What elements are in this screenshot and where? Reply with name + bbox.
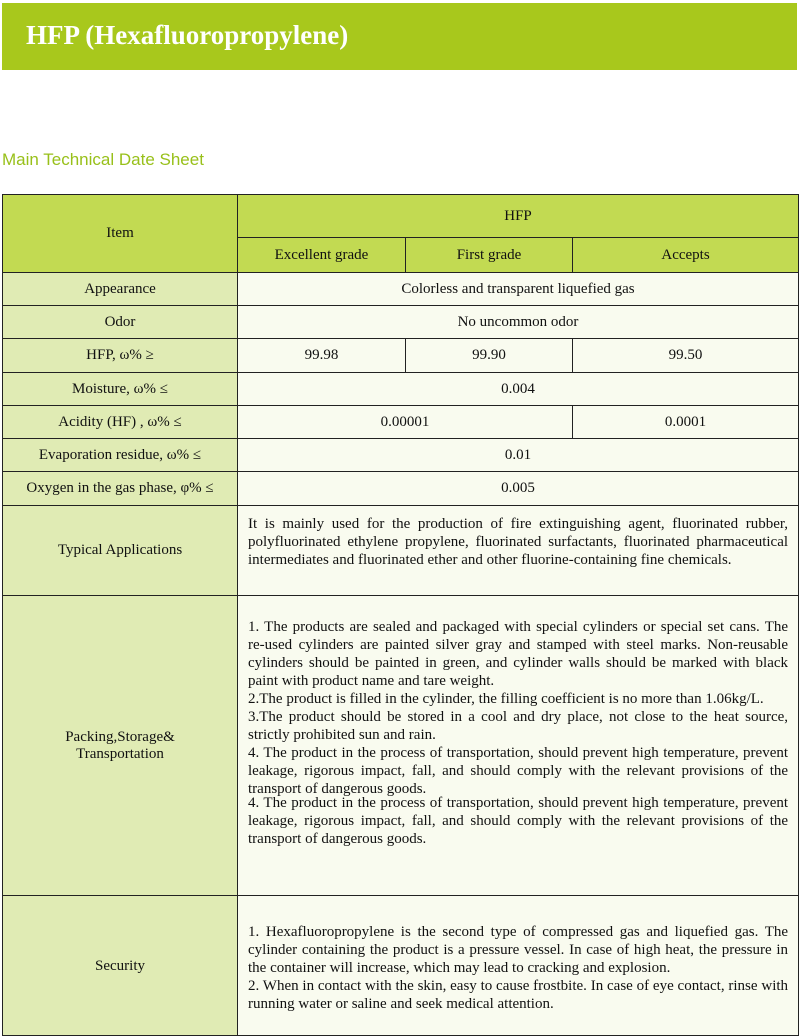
row-label: Packing,Storage& Transportation [3,596,238,896]
table-row [3,472,799,506]
row-value: 99.90 [406,339,573,373]
packing-paragraph: 3.The product should be stored in a cool and dry place, not close to the heat source, strictly prohibited sun and rain. [248,709,789,743]
table-row [3,596,799,896]
row-value: 0.004 [238,373,799,406]
table-row [3,273,799,306]
row-value: 0.01 [238,439,799,472]
row-label: Moisture, ω% ≤ [3,373,238,406]
row-value: 99.50 [573,339,799,373]
row-value: 0.005 [238,472,799,506]
row-label: Acidity (HF) , ω% ≤ [3,406,238,439]
row-value: No uncommon odor [238,306,799,339]
technical-data-table [2,194,799,1036]
item-header: Item [3,195,238,273]
row-label: Oxygen in the gas phase, φ% ≤ [3,472,238,506]
packing-paragraph: 2.The product is filled in the cylinder, the filling coefficient is no more than 1.06kg/L. [248,691,764,707]
row-label: Odor [3,306,238,339]
section-subtitle: Main Technical Date Sheet [2,150,204,169]
packing-paragraph: 4. The product in the process of transportation, should prevent high temperature, prevent leakage, rigorous impact, fall, and should comply with the relevant provisions of the transport of dangerous goods. [248,795,789,847]
table-row [3,896,799,1036]
row-label: HFP, ω% ≥ [3,339,238,373]
grade-header: Accepts [573,238,799,273]
row-value: 0.0001 [573,406,799,439]
security-paragraph: 1. Hexafluoropropylene is the second type of compressed gas and liquefied gas. The cylinder containing the product is a pressure vessel. In case of high heat, the pressure in the container will increase, which may lead to cracking and explosion. [248,924,789,976]
row-value [238,896,799,1036]
page-title: HFP (Hexafluoropropylene) [26,20,349,50]
table-row [3,339,799,373]
title-banner [2,3,797,70]
row-value: Colorless and transparent liquefied gas [238,273,799,306]
grade-header: First grade [406,238,573,273]
security-paragraph: 2. When in contact with the skin, easy to cause frostbite. In case of eye contact, rinse with running water or saline and seek medical attention. [248,978,789,1012]
table-row [3,406,799,439]
row-value: 0.00001 [238,406,573,439]
row-label: Security [3,896,238,1036]
applications-text: It is mainly used for the production of fire extinguishing agent, fluorinated rubber, polyfluorinated ethylene propylene, fluorinated surfactants, fluorinated pharmaceutical intermediates and fluorinated ether and other fluorine-containing fine chemicals. [248,516,789,568]
table-row [3,373,799,406]
table-row [3,306,799,339]
row-value: 99.98 [238,339,406,373]
row-label: Typical Applications [3,506,238,596]
packing-paragraph-clipped: 4. The product in the process of transportation, should prevent high temperature, prevent leakage, rigorous impact, fall, and should comply with the relevant provisions of the transport of dangerous goods. [248,745,789,797]
table-row [3,439,799,472]
row-label: Appearance [3,273,238,306]
table-row [3,506,799,596]
row-value [238,506,799,596]
grade-header: Excellent grade [238,238,406,273]
product-header: HFP [238,195,799,238]
row-label: Evaporation residue, ω% ≤ [3,439,238,472]
packing-paragraph: 1. The products are sealed and packaged with special cylinders or special set cans. The re-used cylinders are painted silver gray and stamped with steel marks. Non-reusable cylinders should be painted in green, and cylinder walls should be marked with black paint with product name and tare weight. [248,619,789,689]
row-value [238,596,799,896]
